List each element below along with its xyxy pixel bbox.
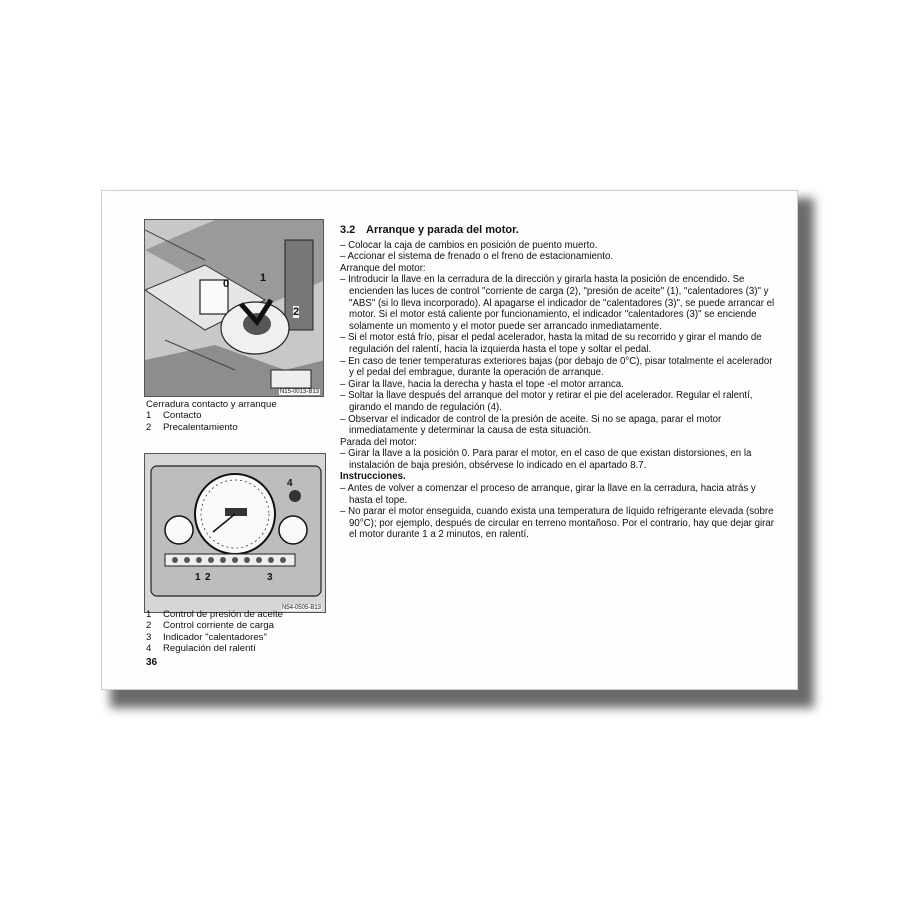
legend-item: 4 Regulación del ralentí: [146, 643, 256, 655]
callout-2: 2: [205, 572, 211, 583]
list-item: – Introducir la llave en la cerradura de la dirección y girarla hasta la posición de encendido. Se encienden las luces de control "corriente de carga (2), "presión de aceite" (1), "calentadores (3)" y "ABS" (si lo lleva incorporado). Al apagarse el indicador de "calentadores (3)", se puede arrancar el motor. Si el motor está caliente por funcionamiento, el indicador "calentadores (3)" se enciende solamente un momento y el motor puede ser arrancado inmediatamente.: [340, 274, 775, 332]
legend-item: 2 Precalentamiento: [146, 421, 238, 433]
list-item: – Accionar el sistema de frenado o el freno de estacionamiento.: [340, 251, 614, 263]
callout-1: 1: [195, 572, 201, 583]
dashboard-illustration: [145, 454, 326, 613]
section-heading: 3.2 Arranque y parada del motor.: [340, 224, 519, 236]
figure-caption: Cerradura contacto y arranque: [146, 399, 277, 410]
callout-1: 1: [260, 272, 267, 284]
figure-code: N15-0013-B13: [279, 389, 319, 395]
legend-item: 2 Control corriente de carga: [146, 620, 274, 632]
legend-item: 1 Control de presión de aceite: [146, 609, 283, 620]
ignition-lock-figure: [144, 219, 324, 397]
callout-2: 2: [293, 306, 300, 318]
callout-4: 4: [287, 478, 293, 489]
legend-item: 3 Indicador "calentadores": [146, 631, 267, 643]
figure2-legend: [146, 609, 346, 655]
subheading: Parada del motor:: [340, 436, 418, 448]
instrument-panel-figure: [144, 453, 326, 613]
list-item: – Colocar la caja de cambios en posición de puento muerto.: [340, 239, 598, 251]
list-item: – Observar el indicador de control de la presión de aceite. Si no se apaga, parar el motor inmediatamente y determinar la causa de esta situación.: [340, 413, 722, 437]
list-item: – No parar el motor enseguida, cuando exista una temperatura de líquido refrigerante elevada (sobre 90°C); por ejemplo, después de circular en terreno montañoso. Por el contrario, hay que dejar girar el motor durante 1 a 2 minutos, en ralentí.: [340, 506, 774, 541]
page-number: 36: [146, 657, 158, 668]
figure-code: N54-0505-B13: [281, 605, 321, 611]
figure1-caption-block: [146, 399, 346, 433]
list-item: – Antes de volver a comenzar el proceso de arranque, girar la llave en la cerradura, hacia atrás y hasta el tope.: [340, 483, 756, 506]
legend-item: 1 Contacto: [146, 410, 202, 422]
instructions-heading: Instrucciones.: [340, 471, 406, 483]
list-item: – Soltar la llave después del arranque del motor y retirar el pie del acelerador. Regular el ralentí, girando el mando de regulación (4).: [340, 390, 753, 413]
list-item: – Si el motor está frío, pisar el pedal acelerador, hasta la mitad de su recorrido y girar el mando de regulación del ralentí, hacia la izquierda hasta el tope y soltar el pedal.: [340, 332, 762, 355]
callout-0: 0: [223, 278, 230, 290]
list-item: – En caso de tener temperaturas exteriores bajas (por debajo de 0°C), pisar totalmente el acelerador y el pedal del embrague, durante la operación de arranque.: [340, 355, 773, 379]
subheading: Arranque del motor:: [340, 262, 426, 274]
section-text: [340, 225, 780, 541]
list-item: – Girar la llave a la posición 0. Para parar el motor, en el caso de que existan distorsiones, en la instalación de baja presión, obsérvese lo indicado en el apartado 8.7.: [340, 448, 752, 471]
callout-3: 3: [267, 572, 273, 583]
manual-page: [101, 190, 798, 690]
list-item: – Girar la llave, hacia la derecha y hasta el tope -el motor arranca.: [340, 378, 624, 390]
